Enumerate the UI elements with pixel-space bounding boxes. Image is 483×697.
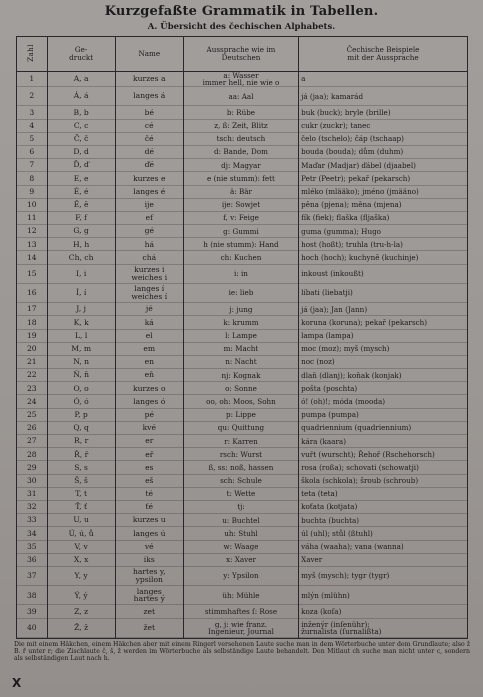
table-row [17, 225, 467, 238]
row-german-pronunciation: ä: Bär [183, 185, 298, 198]
table-row [17, 514, 467, 527]
table-row [17, 303, 467, 316]
row-czech-examples: mlýn (mlühn) [299, 586, 467, 605]
row-german-pronunciation: y: Ypsilon [183, 566, 298, 585]
table-row [17, 553, 467, 566]
row-czech-examples: já (jaa); Jan (Jann) [299, 303, 467, 316]
row-letter-name: er [115, 435, 183, 448]
row-number: 4 [17, 119, 47, 132]
row-czech-examples: buchta (buchta) [299, 514, 467, 527]
row-number: 25 [17, 408, 47, 421]
table-row [17, 382, 467, 395]
header-name: Name [115, 37, 183, 71]
row-number: 21 [17, 355, 47, 368]
row-number: 11 [17, 211, 47, 224]
row-letter-name: ká [115, 316, 183, 329]
table-body [17, 71, 467, 638]
table-row [17, 264, 467, 283]
row-letter: T, t [47, 487, 115, 500]
row-number: 19 [17, 329, 47, 342]
table-row [17, 474, 467, 487]
row-number: 5 [17, 132, 47, 145]
row-number: 35 [17, 540, 47, 553]
row-number: 23 [17, 382, 47, 395]
row-german-pronunciation: k: krumm [183, 316, 298, 329]
row-letter: L, l [47, 329, 115, 342]
row-german-pronunciation: l: Lampe [183, 329, 298, 342]
row-letter-name: kurzes o [115, 382, 183, 395]
row-letter-name: gé [115, 225, 183, 238]
row-german-pronunciation: p: Lippe [183, 408, 298, 421]
row-czech-examples: váha (waaha); vana (wanna) [299, 540, 467, 553]
row-letter-name: el [115, 329, 183, 342]
row-letter-name: iks [115, 553, 183, 566]
row-number: 27 [17, 435, 47, 448]
row-czech-examples: koza (koſa) [299, 605, 467, 618]
row-czech-examples: a [299, 71, 467, 87]
row-german-pronunciation: n: Nacht [183, 355, 298, 368]
row-german-pronunciation: uh: Stuhl [183, 527, 298, 540]
row-number: 9 [17, 185, 47, 198]
row-letter: R, r [47, 435, 115, 448]
table-row [17, 211, 467, 224]
row-german-pronunciation: aa: Aal [183, 87, 298, 106]
row-letter-name: em [115, 342, 183, 355]
row-german-pronunciation: f, v: Feige [183, 211, 298, 224]
row-german-pronunciation: qu: Quittung [183, 421, 298, 434]
row-number: 7 [17, 159, 47, 172]
table-row [17, 316, 467, 329]
row-letter: O, o [47, 382, 115, 395]
row-czech-examples: buk (buck); bryle (brille) [299, 106, 467, 119]
row-letter: Í, í [47, 283, 115, 302]
row-german-pronunciation: x: Xaver [183, 553, 298, 566]
row-letter: N, n [47, 355, 115, 368]
row-letter: É, é [47, 185, 115, 198]
row-letter: P, p [47, 408, 115, 421]
row-czech-examples: guma (gumma); Hugo [299, 225, 467, 238]
row-czech-examples: pěna (pjena); měna (mjena) [299, 198, 467, 211]
row-german-pronunciation: ije: Sowjet [183, 198, 298, 211]
row-letter-name: eř [115, 448, 183, 461]
row-letter: Ú, ú, ů [47, 527, 115, 540]
row-letter-name: langes hartes ý [115, 586, 183, 605]
row-czech-examples: dlaň (dlanj); koňak (konjak) [299, 369, 467, 382]
row-letter-name: há [115, 238, 183, 251]
table-row [17, 395, 467, 408]
row-czech-examples: inkoust (inkoußt) [299, 264, 467, 283]
row-german-pronunciation: h (nie stumm): Hand [183, 238, 298, 251]
row-letter: S, s [47, 461, 115, 474]
row-number: 37 [17, 566, 47, 585]
row-czech-examples: vuřt (wurscht); Řehoř (Rschehorsch) [299, 448, 467, 461]
row-czech-examples: quadriennium (quadriennium) [299, 421, 467, 434]
row-letter: Č, č [47, 132, 115, 145]
row-czech-examples: pumpa (pumpa) [299, 408, 467, 421]
row-letter-name: té [115, 487, 183, 500]
row-number: 33 [17, 514, 47, 527]
row-czech-examples: škola (schkola); šroub (schroub) [299, 474, 467, 487]
row-czech-examples: ó! (oh)!; móda (mooda) [299, 395, 467, 408]
row-number: 8 [17, 172, 47, 185]
row-german-pronunciation: z, ß: Zeit, Blitz [183, 119, 298, 132]
row-letter: J, j [47, 303, 115, 316]
table-row [17, 586, 467, 605]
row-czech-examples: Xaver [299, 553, 467, 566]
row-czech-examples: lampa (lampa) [299, 329, 467, 342]
row-german-pronunciation: sch: Schule [183, 474, 298, 487]
table-row [17, 435, 467, 448]
header-examples: Čechische Beispiele mit der Aussprache [299, 37, 467, 71]
row-letter-name: kurzes i weiches i [115, 264, 183, 283]
row-czech-examples: noc (noz) [299, 355, 467, 368]
row-letter-name: jé [115, 303, 183, 316]
row-czech-examples: koruna (koruna); pekař (pekarsch) [299, 316, 467, 329]
row-letter-name: ije [115, 198, 183, 211]
row-czech-examples: bouda (bouda); dům (duhm) [299, 145, 467, 158]
row-german-pronunciation: t: Wette [183, 487, 298, 500]
row-czech-examples: čelo (tschelo); čáp (tschaap) [299, 132, 467, 145]
row-czech-examples: host (hoßt); truhla (tru-h-la) [299, 238, 467, 251]
row-czech-examples: úl (uhl); stůl (ßtuhl) [299, 527, 467, 540]
row-czech-examples: já (jaa); kamarád [299, 87, 467, 106]
row-czech-examples: cukr (zuckr); tanec [299, 119, 467, 132]
row-number: 16 [17, 283, 47, 302]
row-letter-name: hartes y, ypsilon [115, 566, 183, 585]
row-czech-examples: moc (moz); myš (mysch) [299, 342, 467, 355]
row-letter: A, a [47, 71, 115, 87]
row-german-pronunciation: oo, oh: Moos, Sohn [183, 395, 298, 408]
row-letter-name: en [115, 355, 183, 368]
table-row [17, 500, 467, 513]
row-letter: V, v [47, 540, 115, 553]
row-letter: Ť, ť [47, 500, 115, 513]
row-number: 40 [17, 618, 47, 637]
row-number: 28 [17, 448, 47, 461]
row-number: 18 [17, 316, 47, 329]
row-german-pronunciation: tsch: deutsch [183, 132, 298, 145]
row-german-pronunciation: g, j: wie franz. Ingenieur, Journal [183, 618, 298, 637]
row-letter: H, h [47, 238, 115, 251]
table-row [17, 461, 467, 474]
row-german-pronunciation: i: in [183, 264, 298, 283]
table-row [17, 342, 467, 355]
row-letter-name: langes ú [115, 527, 183, 540]
row-number: 10 [17, 198, 47, 211]
page-subtitle: A. Übersicht des čechischen Alphabets. [147, 22, 336, 32]
row-letter-name: pé [115, 408, 183, 421]
row-german-pronunciation: ie: lieb [183, 283, 298, 302]
row-letter-name: cé [115, 119, 183, 132]
table-row [17, 355, 467, 368]
row-german-pronunciation: ch: Kuchen [183, 251, 298, 264]
row-number: 38 [17, 586, 47, 605]
page-mark: X [12, 676, 22, 690]
row-letter-name: langes í weiches í [115, 283, 183, 302]
table-row [17, 251, 467, 264]
row-german-pronunciation: o: Sonne [183, 382, 298, 395]
row-letter: G, g [47, 225, 115, 238]
footnote: Die mit einem Häkchen, einem Häkchen aber mit einem Ringerl versehenen Laute suche man in dem Wörterbuche unter dem Grundlaute; also ž B. ř unter r; die Zischlaute č, š, ž werden im Wörterbuche als selbständige Laute behandelt. Den Mitlaut ch suche man nicht unter c, sondern als selbständigen Laut nach h. [14, 641, 470, 663]
row-german-pronunciation: e (nie stumm): fett [183, 172, 298, 185]
row-german-pronunciation: j: jung [183, 303, 298, 316]
row-letter: Ž, ž [47, 618, 115, 637]
row-letter: B, b [47, 106, 115, 119]
table-row [17, 605, 467, 618]
row-number: 3 [17, 106, 47, 119]
row-czech-examples: Petr (Peetr); pekař (pekarsch) [299, 172, 467, 185]
table-row [17, 238, 467, 251]
row-czech-examples: inženýr (inſenühr); žurnalista (ſurnalißta) [299, 618, 467, 637]
row-german-pronunciation: ß, ss: noß, hassen [183, 461, 298, 474]
row-letter: E, e [47, 172, 115, 185]
row-german-pronunciation: stimmhaftes ſ: Rose [183, 605, 298, 618]
table-header-row [17, 37, 467, 71]
row-czech-examples: kára (kaara) [299, 435, 467, 448]
row-letter: D, d [47, 145, 115, 158]
row-letter: Ř, ř [47, 448, 115, 461]
row-letter: Ý, ý [47, 586, 115, 605]
row-number: 14 [17, 251, 47, 264]
row-letter: Y, y [47, 566, 115, 585]
table-row [17, 119, 467, 132]
row-letter-name: chá [115, 251, 183, 264]
row-czech-examples: myš (mysch); tygr (tygr) [299, 566, 467, 585]
row-letter-name: bé [115, 106, 183, 119]
row-german-pronunciation: b: Rübe [183, 106, 298, 119]
row-number: 2 [17, 87, 47, 106]
row-german-pronunciation: a: Wasser immer hell, nie wie o [183, 71, 298, 87]
row-letter-name: ďé [115, 159, 183, 172]
alphabet-table [16, 36, 468, 639]
row-letter: Á, á [47, 87, 115, 106]
table-row [17, 172, 467, 185]
row-letter-name: kurzes a [115, 71, 183, 87]
header-german: Aussprache wie im Deutschen [183, 37, 298, 71]
row-number: 31 [17, 487, 47, 500]
table-row [17, 448, 467, 461]
table-row [17, 87, 467, 106]
row-letter-name: žet [115, 618, 183, 637]
row-german-pronunciation: r: Karren [183, 435, 298, 448]
table-row [17, 540, 467, 553]
table-row [17, 421, 467, 434]
row-letter-name: ťé [115, 500, 183, 513]
row-number: 32 [17, 500, 47, 513]
row-number: 1 [17, 71, 47, 87]
row-number: 13 [17, 238, 47, 251]
row-czech-examples: hoch (hoch); kuchyně (kuchinje) [299, 251, 467, 264]
table-row [17, 145, 467, 158]
row-letter-name: es [115, 461, 183, 474]
row-letter-name: čé [115, 132, 183, 145]
row-number: 17 [17, 303, 47, 316]
row-czech-examples: teta (teta) [299, 487, 467, 500]
table-row [17, 71, 467, 87]
row-czech-examples: líbati (liebatji) [299, 283, 467, 302]
row-number: 22 [17, 369, 47, 382]
row-letter-name: dé [115, 145, 183, 158]
page-title: Kurzgefaßte Grammatik in Tabellen. [104, 4, 379, 19]
row-german-pronunciation: m: Macht [183, 342, 298, 355]
header-printed: Ge- druckt [47, 37, 115, 71]
row-letter: M, m [47, 342, 115, 355]
row-czech-examples: pošta (poschta) [299, 382, 467, 395]
row-number: 26 [17, 421, 47, 434]
table-row [17, 106, 467, 119]
table-row [17, 369, 467, 382]
row-letter: C, c [47, 119, 115, 132]
row-number: 30 [17, 474, 47, 487]
table-row [17, 132, 467, 145]
row-letter-name: langes é [115, 185, 183, 198]
row-letter: Ó, ó [47, 395, 115, 408]
row-german-pronunciation: nj: Kognak [183, 369, 298, 382]
row-letter-name: langes ó [115, 395, 183, 408]
table-row [17, 329, 467, 342]
row-letter: I, i [47, 264, 115, 283]
row-number: 12 [17, 225, 47, 238]
row-letter: Z, z [47, 605, 115, 618]
header-number: Zahl [17, 37, 47, 71]
row-german-pronunciation: u: Buchtel [183, 514, 298, 527]
table-row [17, 283, 467, 302]
row-letter-name: vé [115, 540, 183, 553]
row-letter-name: ef [115, 211, 183, 224]
table-row [17, 408, 467, 421]
row-letter: Ň, ň [47, 369, 115, 382]
row-german-pronunciation: g: Gummi [183, 225, 298, 238]
row-letter: F, f [47, 211, 115, 224]
row-letter-name: kurzes e [115, 172, 183, 185]
row-number: 24 [17, 395, 47, 408]
table-row [17, 487, 467, 500]
row-letter-name: zet [115, 605, 183, 618]
row-german-pronunciation: dj: Magyar [183, 159, 298, 172]
row-letter: Š, š [47, 474, 115, 487]
table-row [17, 198, 467, 211]
row-number: 15 [17, 264, 47, 283]
row-letter-name: langes á [115, 87, 183, 106]
row-letter-name: eš [115, 474, 183, 487]
row-letter: Ch, ch [47, 251, 115, 264]
row-letter: X, x [47, 553, 115, 566]
row-letter: K, k [47, 316, 115, 329]
table-row [17, 566, 467, 585]
row-letter: U, u [47, 514, 115, 527]
row-czech-examples: koťata (kotjata) [299, 500, 467, 513]
row-number: 39 [17, 605, 47, 618]
row-number: 34 [17, 527, 47, 540]
row-letter-name: kurzes u [115, 514, 183, 527]
row-german-pronunciation: w: Waage [183, 540, 298, 553]
row-number: 36 [17, 553, 47, 566]
row-german-pronunciation: rsch: Wurst [183, 448, 298, 461]
row-czech-examples: rosa (roßa); schovati (schowatji) [299, 461, 467, 474]
row-number: 29 [17, 461, 47, 474]
row-czech-examples: Maďar (Madjar) ďábel (djaabel) [299, 159, 467, 172]
row-number: 6 [17, 145, 47, 158]
table-row [17, 527, 467, 540]
row-german-pronunciation: tj: [183, 500, 298, 513]
row-letter: Ď, ď [47, 159, 115, 172]
row-number: 20 [17, 342, 47, 355]
table-row [17, 618, 467, 637]
row-czech-examples: mléko (mlääko); jméno (jmääno) [299, 185, 467, 198]
row-letter-name: kvé [115, 421, 183, 434]
table-row [17, 159, 467, 172]
row-czech-examples: fík (fiek); flaška (fljaška) [299, 211, 467, 224]
table-row [17, 185, 467, 198]
row-letter: Q, q [47, 421, 115, 434]
row-german-pronunciation: üh: Mühle [183, 586, 298, 605]
row-letter: Ě, ě [47, 198, 115, 211]
row-german-pronunciation: d: Bande, Dom [183, 145, 298, 158]
row-letter-name: eň [115, 369, 183, 382]
